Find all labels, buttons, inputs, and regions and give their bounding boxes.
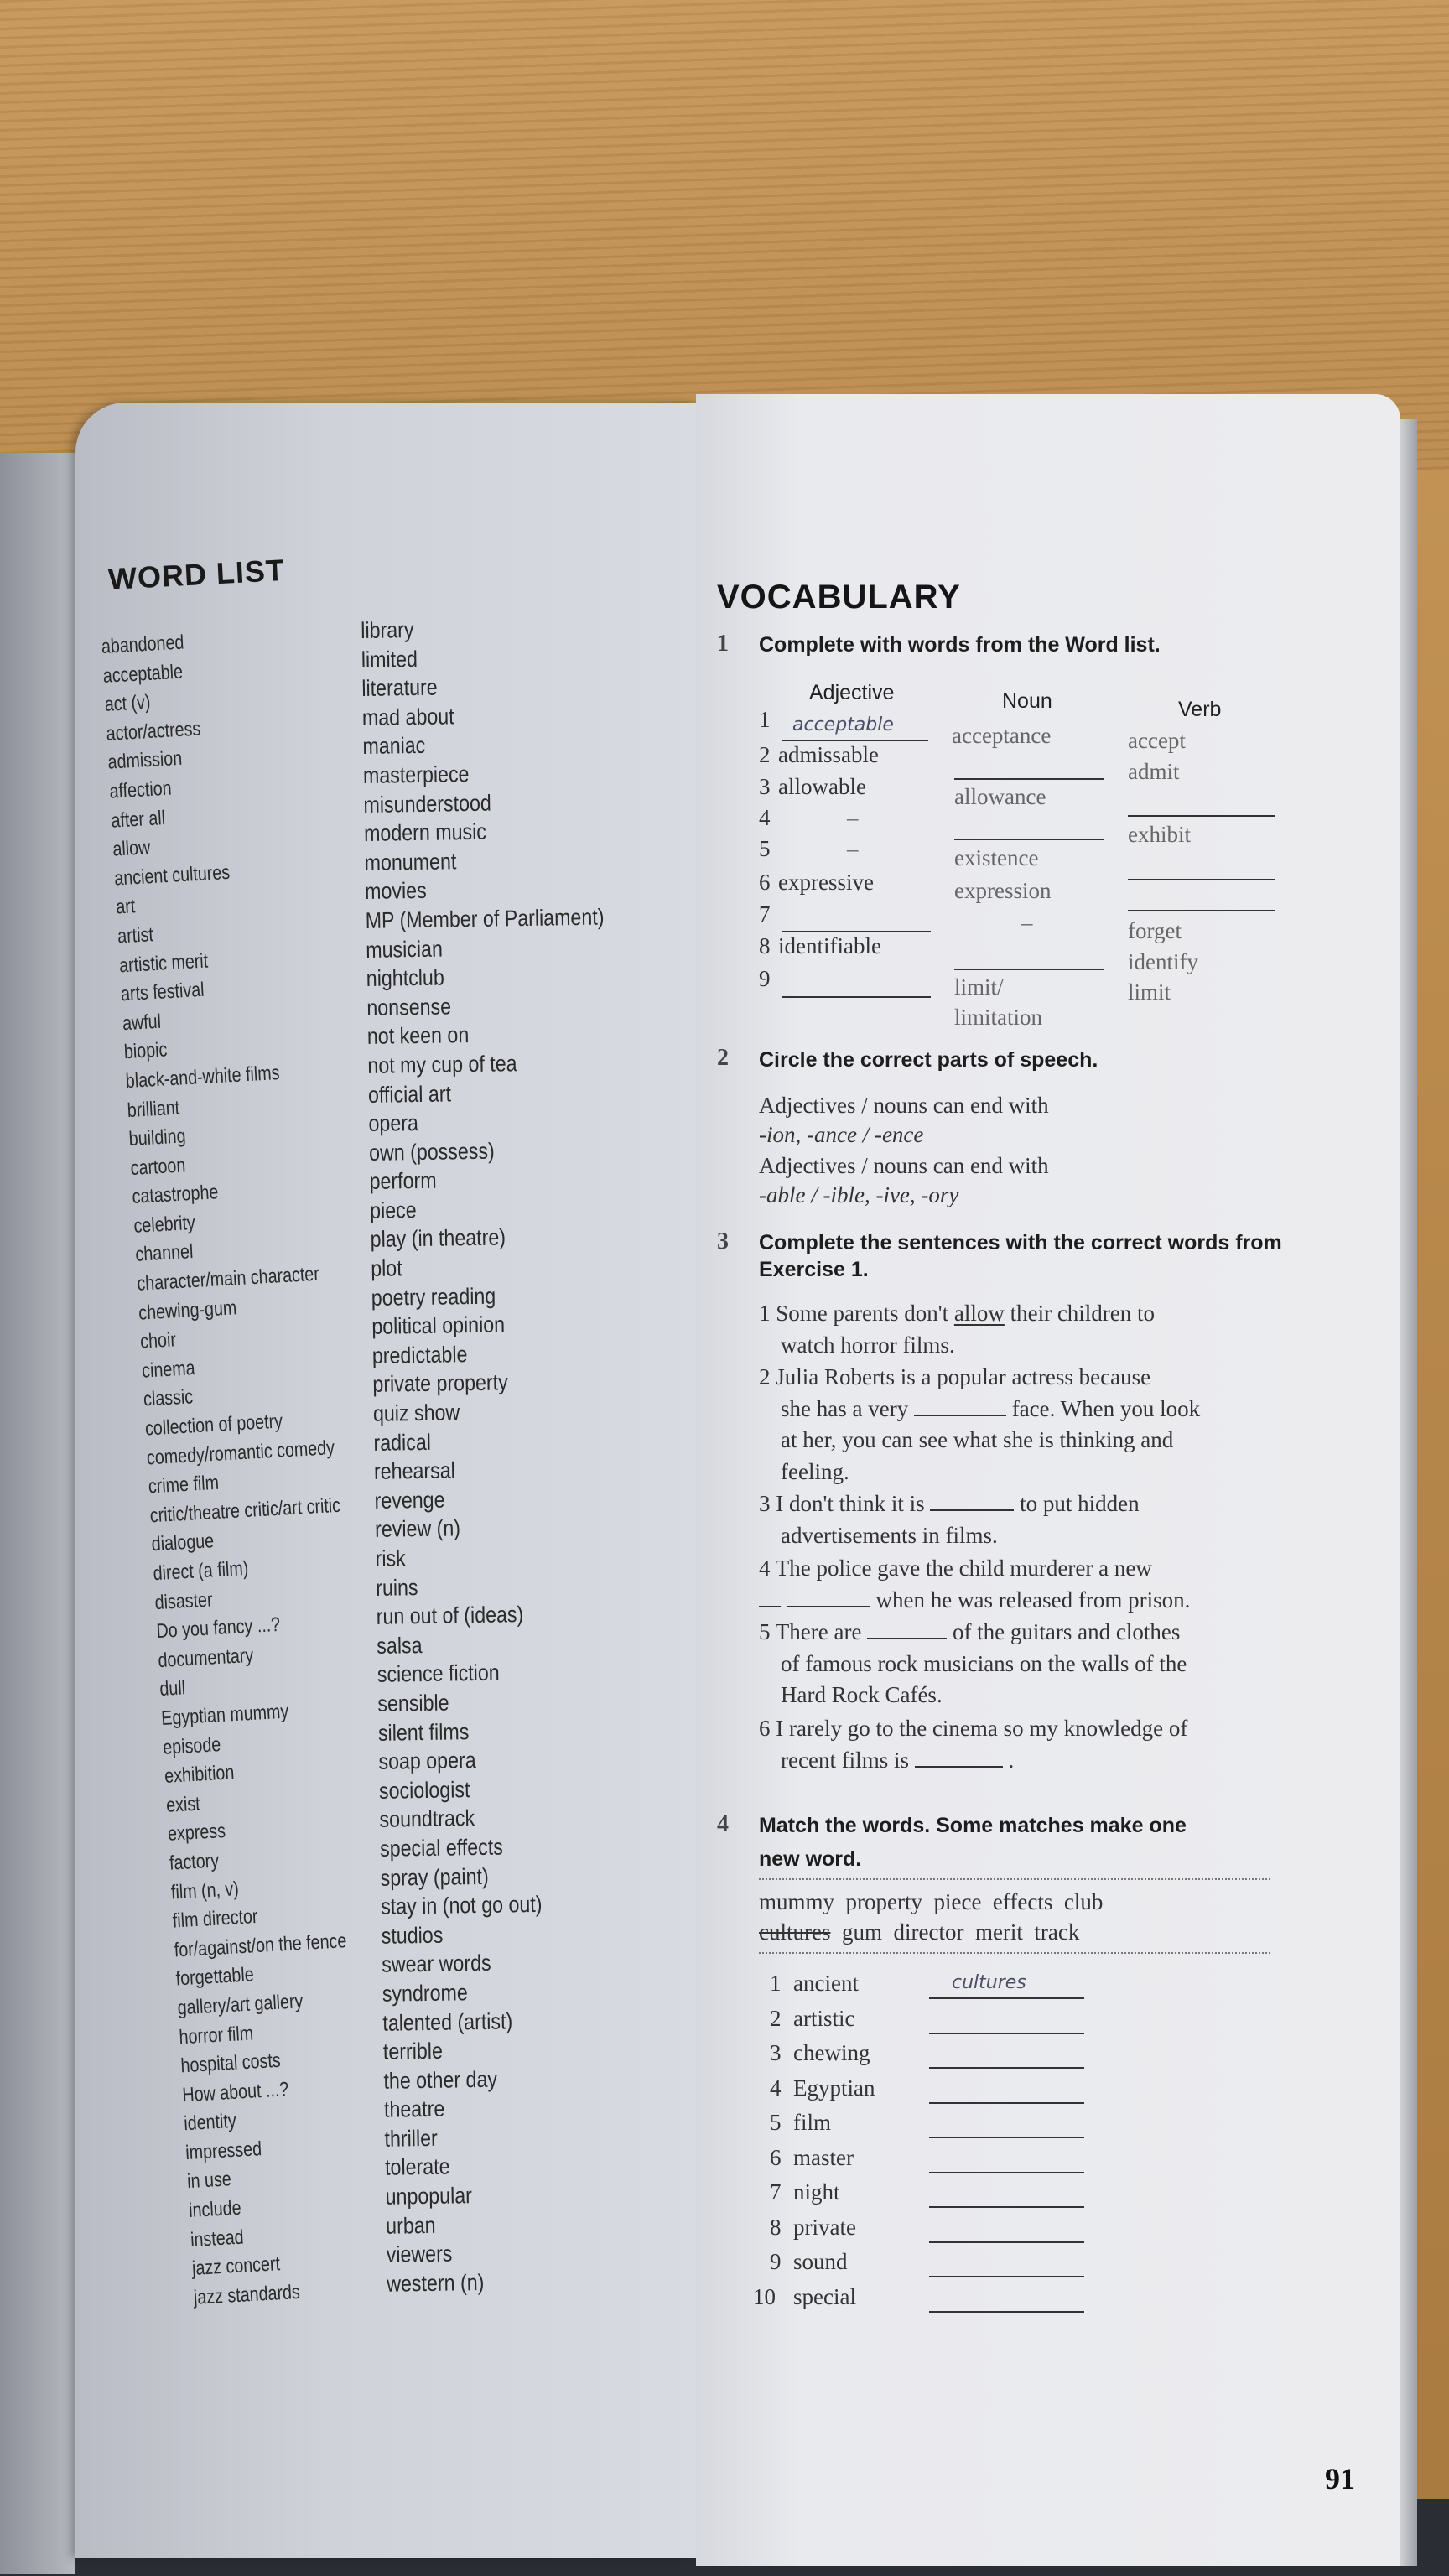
word-list-entry: exist — [165, 1792, 201, 1817]
word-list-entry: studios — [381, 1922, 444, 1949]
word-list-entry: the other day — [383, 2066, 498, 2094]
match-item-number: 1 — [770, 1971, 782, 1996]
word-list-entry: poetry reading — [371, 1283, 496, 1311]
word-list-entry: Egyptian mummy — [160, 1700, 289, 1730]
match-item-word: night — [793, 2179, 840, 2205]
header-adjective: Adjective — [809, 681, 895, 704]
sentence-text: their children to — [1010, 1301, 1156, 1326]
row-number: 1 — [759, 707, 771, 732]
word-list-entry: catastrophe — [131, 1181, 220, 1209]
match-item-number: 4 — [770, 2075, 782, 2101]
match-item-word: master — [793, 2144, 854, 2170]
word-list-entry: film (n, v) — [170, 1877, 240, 1904]
noun-cell: existence — [954, 845, 1039, 870]
word-list-entry: risk — [375, 1545, 407, 1571]
word-list-entry: piece — [369, 1197, 417, 1223]
page-number: 91 — [1325, 2462, 1355, 2496]
word-list-entry: not my cup of tea — [367, 1051, 517, 1078]
word-list-entry: sociologist — [378, 1776, 470, 1804]
blank-sentence-5[interactable] — [867, 1619, 947, 1639]
match-answer-line[interactable] — [929, 2241, 1084, 2243]
word-list-entry: factory — [169, 1849, 220, 1875]
word-list-entry: limited — [361, 646, 418, 673]
word-list-entry: biopic — [123, 1038, 169, 1064]
blank-sentence-2[interactable] — [914, 1396, 1006, 1416]
match-answer-line[interactable] — [929, 2033, 1084, 2034]
word-list-entry: Do you fancy ...? — [155, 1613, 281, 1644]
match-item-word: Egyptian — [793, 2075, 875, 2101]
word-list-entry: quiz show — [372, 1400, 460, 1426]
adjective-cell: expressive — [778, 870, 874, 895]
sentence-text: of famous rock musicians on the walls of the — [781, 1650, 1187, 1676]
word-box-words: gum director merit track — [841, 1919, 1080, 1945]
word-list-entry: spray (paint) — [380, 1863, 489, 1891]
match-answer-line[interactable] — [929, 2206, 1084, 2208]
word-list-title: WORD LIST — [107, 552, 286, 596]
sentence-text: Julia Roberts is a popular actress because — [776, 1364, 1151, 1389]
row-number: 4 — [759, 805, 771, 830]
word-list-entry: How about ...? — [181, 2077, 289, 2106]
word-list-entry: horror film — [178, 2021, 254, 2049]
match-item-word: special — [793, 2283, 856, 2309]
sentence-number: 6 — [759, 1716, 771, 1741]
word-list-entry: maniac — [362, 733, 426, 760]
match-item-number: 8 — [770, 2214, 782, 2240]
blank-adjective-9[interactable] — [782, 996, 931, 998]
verb-cell: forget — [1128, 918, 1182, 943]
word-list-entry: allow — [112, 836, 151, 861]
word-list-entry: urban — [385, 2212, 436, 2239]
adjective-cell: identifiable — [778, 933, 881, 958]
word-list-entry: choir — [139, 1328, 177, 1353]
match-item-number: 9 — [770, 2249, 782, 2274]
sentence-text: I rarely go to the cinema so my knowledge of — [776, 1716, 1188, 1741]
word-list-entry: talented (artist) — [382, 2007, 513, 2036]
word-list-entry: review (n) — [374, 1515, 461, 1543]
row-number: 7 — [759, 901, 771, 927]
word-list-entry: channel — [134, 1240, 195, 1267]
exercise-4-instruction: Match the words. Some matches make one — [759, 1814, 1187, 1837]
word-list-entry: character/main character — [136, 1262, 320, 1296]
blank-noun-2[interactable] — [954, 778, 1104, 780]
sentence-6 — [759, 1713, 1296, 1776]
answer-adjective-1: acceptable — [792, 714, 894, 735]
word-list-entry: musician — [366, 936, 444, 963]
exercise-2-line-2: -ion, -ance / -ence — [759, 1122, 924, 1147]
word-list-entry: artist — [117, 923, 154, 948]
row-number: 6 — [759, 870, 771, 895]
word-list-entry: building — [127, 1124, 187, 1151]
match-item-number: 3 — [770, 2040, 782, 2065]
word-list-entry: terrible — [382, 2038, 444, 2064]
dash-cell: – — [1021, 910, 1033, 935]
word-list-entry: radical — [373, 1429, 432, 1456]
word-list-entry: crime film — [148, 1471, 220, 1498]
word-list-entry: syndrome — [382, 1980, 468, 2007]
word-list-entry: modern music — [363, 818, 487, 847]
word-list-entry: western (n) — [387, 2269, 485, 2297]
blank-sentence-4-line[interactable] — [787, 1587, 870, 1607]
verb-cell: exhibit — [1128, 822, 1191, 847]
sentence-text: . — [1008, 1747, 1015, 1773]
word-list-entry: masterpiece — [362, 761, 470, 788]
word-list-entry: express — [167, 1820, 226, 1846]
page-stack-edge — [1400, 419, 1417, 2566]
blank-noun-4[interactable] — [954, 839, 1104, 840]
book-edge — [0, 453, 75, 2574]
sentence-number: 5 — [759, 1619, 771, 1644]
sentence-text: advertisements in films. — [781, 1522, 998, 1548]
sentence-text: The police gave the child murderer a new — [775, 1555, 1152, 1581]
word-list-entry: exhibition — [164, 1761, 236, 1789]
word-list-entry: documentary — [157, 1644, 254, 1672]
sentence-text: face. When you look — [1011, 1395, 1201, 1421]
verb-cell: limit — [1128, 979, 1171, 1005]
exercise-4-number: 4 — [717, 1811, 729, 1837]
sentence-text: feeling. — [781, 1458, 849, 1484]
word-list-entry: admission — [106, 747, 183, 775]
word-list-entry: episode — [162, 1732, 221, 1759]
word-list-entry: awful — [122, 1010, 162, 1035]
word-list-entry: monument — [364, 848, 457, 875]
word-list-entry: instead — [190, 2225, 245, 2251]
exercise-3-instruction: Exercise 1. — [759, 1258, 869, 1281]
word-list-entry: special effects — [379, 1834, 504, 1862]
dash-cell: – — [847, 805, 859, 830]
row-number: 9 — [759, 966, 771, 991]
noun-cell: allowance — [954, 784, 1046, 809]
adjective-cell: allowable — [778, 774, 866, 799]
word-list-entry: impressed — [184, 2137, 262, 2165]
exercise-2-number: 2 — [717, 1045, 729, 1071]
match-item-number: 2 — [770, 2005, 782, 2031]
word-list-entry: collection of poetry — [144, 1410, 283, 1441]
word-list-entry: MP (Member of Parliament) — [365, 904, 605, 933]
word-list-entry: literature — [361, 674, 438, 702]
word-list-entry: stay in (not go out) — [380, 1891, 543, 1919]
vocabulary-title: VOCABULARY — [717, 579, 961, 615]
match-item-word: sound — [793, 2249, 848, 2274]
word-list-entry: silent films — [377, 1718, 470, 1746]
match-item-word: artistic — [793, 2005, 855, 2031]
match-item-word: chewing — [793, 2040, 870, 2065]
word-list-entry: jazz concert — [191, 2252, 281, 2281]
word-list-entry: revenge — [374, 1487, 445, 1514]
word-list-entry: perform — [369, 1167, 437, 1195]
sentence-text: when he was released from prison. — [875, 1587, 1191, 1613]
word-list-entry: nonsense — [366, 994, 452, 1021]
match-answer-line[interactable] — [929, 1997, 1084, 1999]
word-list-entry: affection — [108, 776, 173, 803]
row-number: 2 — [759, 742, 771, 767]
exercise-2-line-4: -able / -ible, -ive, -ory — [759, 1182, 959, 1208]
match-answer-line[interactable] — [929, 2311, 1084, 2313]
word-list-entry: gallery/art gallery — [176, 1990, 304, 2020]
blank-adjective-7[interactable] — [782, 931, 931, 932]
word-list-entry: run out of (ideas) — [376, 1602, 524, 1630]
word-list-entry: dialogue — [151, 1530, 215, 1556]
match-answer-line[interactable] — [929, 2102, 1084, 2104]
blank-line — [782, 740, 928, 741]
crossed-word: cultures — [759, 1919, 831, 1945]
row-number: 3 — [759, 774, 771, 799]
verb-cell: admit — [1128, 759, 1180, 784]
sentence-text: she has a very — [781, 1395, 909, 1421]
word-list-entry: library — [361, 617, 414, 643]
exercise-1-number: 1 — [717, 631, 729, 657]
adjective-cell: admissable — [778, 742, 879, 767]
exercise-2-line-3: Adjectives / nouns can end with — [759, 1153, 1049, 1178]
blank-verb-6[interactable] — [1128, 910, 1275, 911]
word-list-entry: mad about — [361, 704, 454, 730]
word-list-entry: film director — [172, 1905, 259, 1933]
sentence-4 — [759, 1553, 1296, 1616]
word-list-entry: acceptable — [102, 660, 184, 688]
word-box-top-border — [759, 1878, 1270, 1880]
match-item-word: private — [793, 2214, 856, 2240]
word-list-entry: swear words — [382, 1950, 491, 1978]
word-list-entry: chewing-gum — [138, 1296, 237, 1325]
word-list-entry: black-and-white films — [125, 1061, 281, 1093]
sentence-5 — [759, 1617, 1296, 1711]
word-list-entry: arts festival — [120, 978, 205, 1006]
word-list-entry: soundtrack — [379, 1805, 475, 1833]
word-list-entry: not keen on — [366, 1022, 470, 1050]
noun-cell: expression — [954, 878, 1052, 903]
word-list-entry: actor/actress — [105, 717, 201, 745]
sentence-text: of the guitars and clothes — [952, 1619, 1181, 1644]
noun-cell: limitation — [954, 1005, 1042, 1030]
row-number: 8 — [759, 933, 771, 958]
word-list-entry: artistic merit — [118, 949, 209, 977]
word-list-entry: identity — [183, 2110, 237, 2136]
sentence-1 — [759, 1298, 1296, 1361]
word-list-entry: unpopular — [385, 2183, 473, 2210]
verb-cell: identify — [1128, 949, 1198, 974]
sentence-text: I don't think it is — [776, 1491, 925, 1516]
blank-noun-8[interactable] — [954, 969, 1104, 970]
blank-sentence-6[interactable] — [915, 1748, 1003, 1768]
word-list-entry: after all — [110, 806, 166, 833]
word-list-entry: critic/theatre critic/art critic — [149, 1493, 341, 1528]
dash-cell: – — [847, 836, 859, 861]
word-list-entry: private property — [372, 1369, 508, 1398]
word-list-entry: comedy/romantic comedy — [146, 1436, 335, 1470]
word-list-entry: ancient cultures — [113, 860, 231, 891]
word-list-entry: sensible — [377, 1690, 449, 1716]
sentence-number: 2 — [759, 1364, 771, 1389]
word-list-entry: abandoned — [101, 631, 185, 658]
word-list-entry: misunderstood — [363, 790, 492, 818]
sentence-text: watch horror films. — [781, 1332, 955, 1358]
blank-sentence-3[interactable] — [930, 1491, 1014, 1511]
sentence-text: at her, you can see what she is thinking and — [781, 1427, 1174, 1452]
word-list-entry: jazz standards — [193, 2280, 301, 2309]
word-list-entry: in use — [186, 2168, 232, 2194]
blank-verb-3[interactable] — [1128, 815, 1275, 817]
word-list-entry: movies — [364, 878, 427, 905]
word-list-entry: direct (a film) — [152, 1556, 250, 1586]
word-list-entry: science fiction — [377, 1659, 500, 1688]
word-list-entry: opera — [368, 1110, 419, 1137]
exercise-2-line-1: Adjectives / nouns can end with — [759, 1093, 1049, 1118]
word-list-entry: include — [188, 2196, 242, 2223]
blank-verb-5[interactable] — [1128, 879, 1275, 880]
sentence-text: recent films is — [781, 1747, 909, 1773]
word-list-entry: own (possess) — [368, 1138, 495, 1166]
word-list-column-2 — [361, 613, 626, 2299]
exercise-2-instruction: Circle the correct parts of speech. — [759, 1048, 1098, 1072]
match-item-number: 5 — [770, 2110, 782, 2135]
verb-cell: accept — [1128, 728, 1186, 753]
match-answer-line[interactable] — [929, 2137, 1084, 2138]
word-list-entry: for/against/on the fence — [174, 1929, 347, 1962]
word-list-entry: predictable — [371, 1341, 468, 1368]
sentence-number: 3 — [759, 1491, 771, 1516]
header-noun: Noun — [1002, 689, 1052, 713]
word-list-entry: act (v) — [104, 691, 152, 717]
sentence-number: 1 — [759, 1301, 771, 1326]
row-number: 5 — [759, 836, 771, 861]
word-box-line-2 — [759, 1917, 1079, 1948]
word-list-entry: art — [115, 895, 136, 919]
word-list-entry: forgettable — [174, 1963, 255, 1991]
word-list-entry: salsa — [377, 1632, 423, 1659]
word-list-entry: viewers — [386, 2241, 453, 2268]
word-list-entry: rehearsal — [373, 1457, 456, 1485]
noun-cell: limit/ — [954, 974, 1004, 1000]
match-answer-line[interactable] — [929, 2276, 1084, 2277]
sentence-text: Hard Rock Cafés. — [781, 1682, 943, 1707]
word-list-entry: classic — [143, 1385, 194, 1411]
word-list-entry: cinema — [141, 1356, 196, 1383]
word-list-entry: political opinion — [371, 1311, 506, 1340]
word-list-entry: cartoon — [129, 1154, 186, 1180]
word-list-entry: soap opera — [378, 1748, 476, 1774]
exercise-3-instruction: Complete the sentences with the correct words from — [759, 1231, 1282, 1254]
match-item-number: 10 — [753, 2283, 776, 2309]
sentence-text: Some parents don't — [776, 1301, 949, 1326]
match-answer-line[interactable] — [929, 2067, 1084, 2069]
sentence-text: to put hidden — [1020, 1491, 1140, 1516]
exercise-3-number: 3 — [717, 1228, 729, 1254]
sentence-3 — [759, 1488, 1296, 1551]
word-box-line-1: mummy property piece effects club — [759, 1889, 1104, 1914]
match-item-word: film — [793, 2110, 831, 2135]
sentence-number: 4 — [759, 1555, 771, 1581]
noun-cell: acceptance — [952, 723, 1052, 748]
exercise-4-instruction: new word. — [759, 1847, 862, 1871]
word-list-entry: theatre — [383, 2096, 445, 2123]
word-list-entry: thriller — [384, 2125, 438, 2152]
word-list-entry: hospital costs — [179, 2049, 282, 2078]
header-verb: Verb — [1178, 698, 1222, 721]
word-list-entry: plot — [370, 1255, 402, 1281]
word-list-entry: disaster — [153, 1587, 214, 1614]
answer-allow: allow — [953, 1301, 1005, 1326]
word-list-entry: nightclub — [366, 964, 444, 992]
match-answer-line[interactable] — [929, 2172, 1084, 2174]
match-answer: cultures — [952, 1972, 1026, 1993]
blank-sentence-4[interactable] — [759, 1587, 781, 1607]
sentence-text: There are — [775, 1619, 862, 1644]
word-list-entry: tolerate — [384, 2154, 450, 2181]
word-list-entry: play (in theatre) — [370, 1224, 506, 1253]
match-item-number: 7 — [770, 2179, 782, 2205]
exercise-1-instruction: Complete with words from the Word list. — [759, 633, 1161, 657]
match-item-word: ancient — [793, 1971, 859, 1996]
word-list-entry: dull — [158, 1676, 186, 1701]
match-item-number: 6 — [770, 2144, 782, 2170]
word-list-entry: official art — [367, 1080, 452, 1108]
sentence-2 — [759, 1362, 1296, 1488]
word-list-entry: celebrity — [132, 1211, 196, 1238]
word-box-bottom-border — [759, 1952, 1270, 1954]
word-list-entry: ruins — [375, 1574, 418, 1601]
word-list-entry: brilliant — [127, 1096, 180, 1122]
